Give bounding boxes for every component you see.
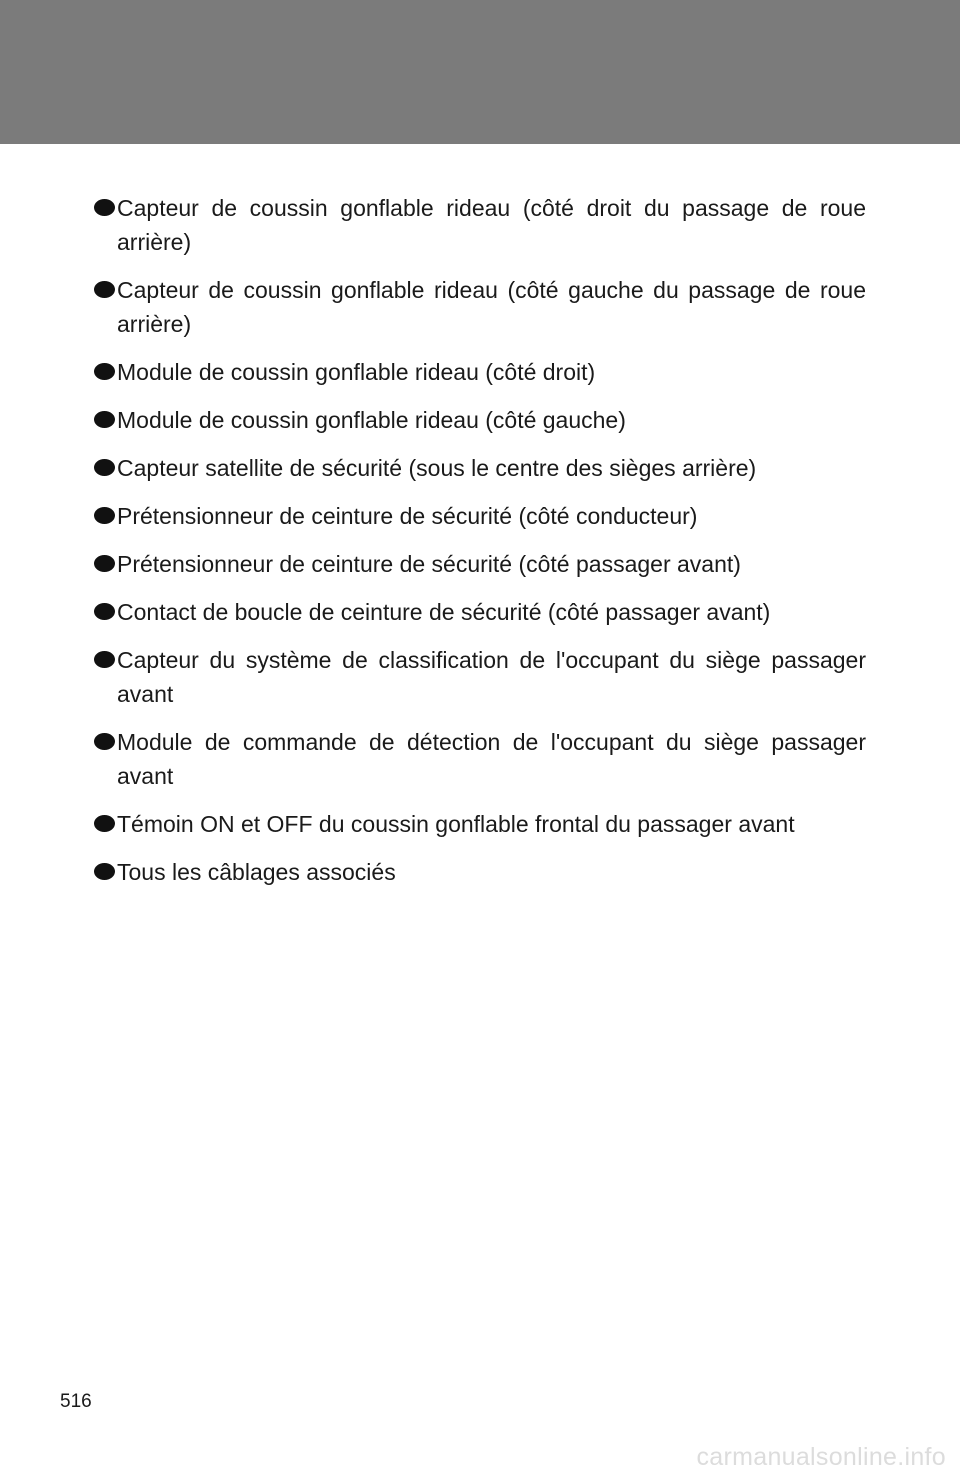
bullet-icon: [94, 555, 115, 572]
list-item-text: Capteur du système de classification de l'occupant du siège passager avant: [117, 647, 866, 707]
bullet-icon: [94, 603, 115, 620]
list-item-text: Capteur de coussin gonflable rideau (côté gauche du passage de roue arrière): [117, 277, 866, 337]
list-item: [96, 499, 866, 533]
list-item-text: Tous les câblages associés: [117, 859, 396, 885]
bullet-list: [96, 191, 866, 903]
list-item-text: Module de commande de détection de l'occupant du siège passager avant: [117, 729, 866, 789]
bullet-icon: [94, 651, 115, 668]
list-item-text: Contact de boucle de ceinture de sécurité (côté passager avant): [117, 599, 771, 625]
list-item: [96, 451, 866, 485]
page-number: 516: [60, 1391, 92, 1412]
list-item-text: Capteur satellite de sécurité (sous le centre des sièges arrière): [117, 455, 757, 481]
list-item: [96, 355, 866, 389]
bullet-icon: [94, 281, 115, 298]
header-band: [0, 0, 960, 144]
list-item-text: Module de coussin gonflable rideau (côté droit): [117, 359, 596, 385]
list-item: [96, 807, 866, 841]
list-item: [96, 855, 866, 889]
bullet-icon: [94, 363, 115, 380]
bullet-icon: [94, 815, 115, 832]
list-item: [96, 191, 866, 259]
bullet-icon: [94, 733, 115, 750]
list-item: [96, 547, 866, 581]
watermark: carmanualsonline.info: [696, 1443, 946, 1471]
list-item: [96, 595, 866, 629]
bullet-icon: [94, 411, 115, 428]
bullet-icon: [94, 199, 115, 216]
list-item: [96, 643, 866, 711]
list-item: [96, 725, 866, 793]
bullet-icon: [94, 507, 115, 524]
list-item: [96, 403, 866, 437]
bullet-icon: [94, 863, 115, 880]
list-item-text: Prétensionneur de ceinture de sécurité (côté conducteur): [117, 503, 698, 529]
list-item-text: Module de coussin gonflable rideau (côté gauche): [117, 407, 626, 433]
bullet-icon: [94, 459, 115, 476]
list-item-text: Témoin ON et OFF du coussin gonflable frontal du passager avant: [117, 811, 795, 837]
list-item-text: Capteur de coussin gonflable rideau (côté droit du passage de roue arrière): [117, 195, 866, 255]
list-item: [96, 273, 866, 341]
list-item-text: Prétensionneur de ceinture de sécurité (côté passager avant): [117, 551, 741, 577]
